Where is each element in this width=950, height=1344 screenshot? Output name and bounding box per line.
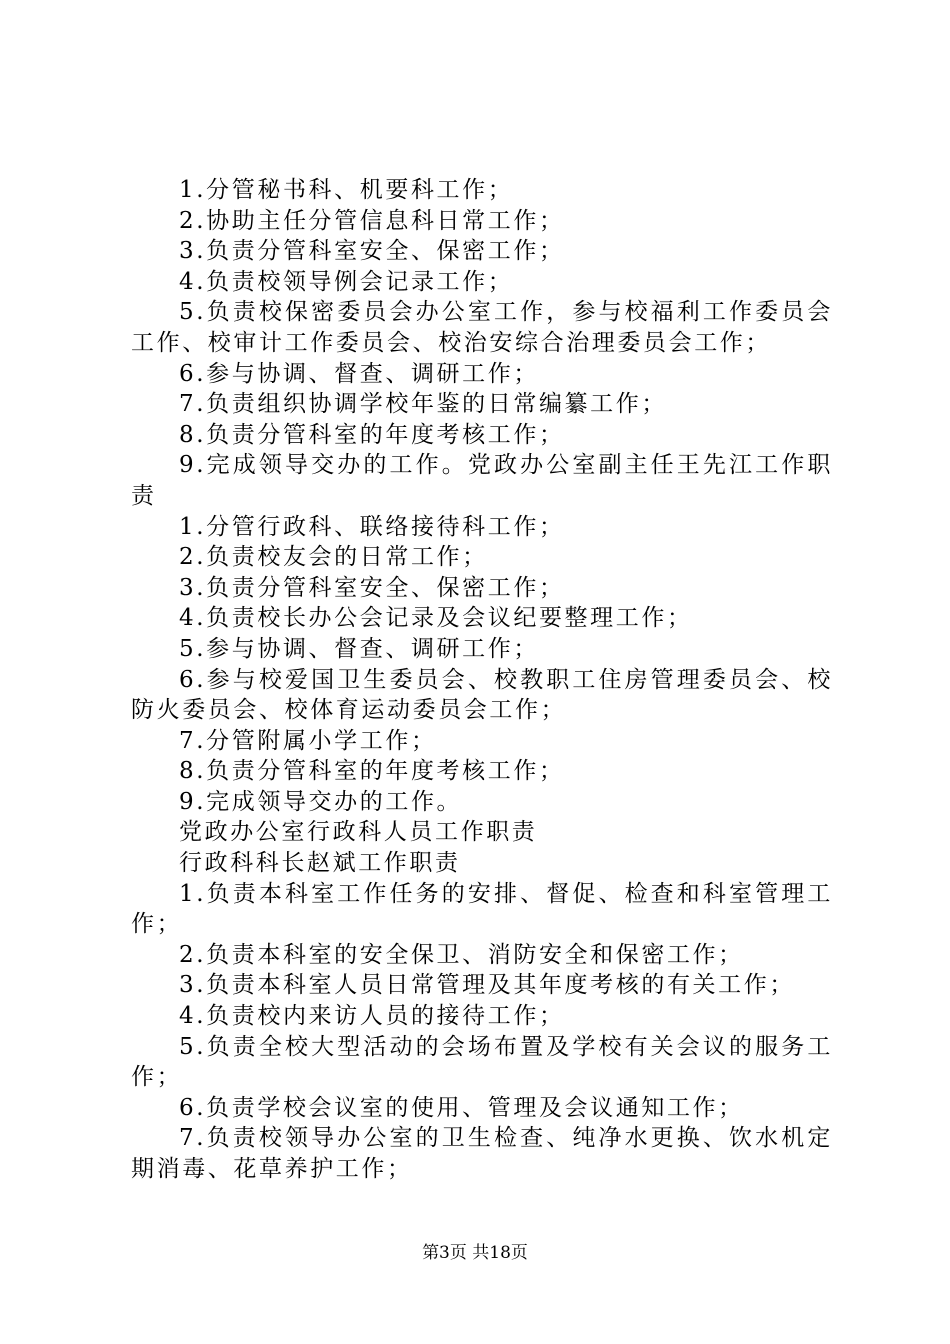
- paragraph: 8.负责分管科室的年度考核工作；: [179, 421, 565, 448]
- paragraph: 9.完成领导交办的工作。党政办公室副主任王先江工作职责: [131, 452, 833, 509]
- paragraph: 5.参与协调、督查、调研工作；: [179, 635, 539, 662]
- paragraph: 6.参与校爱国卫生委员会、校教职工住房管理委员会、校防火委员会、校体育运动委员会工作；: [131, 666, 833, 724]
- paragraph: 5.负责全校大型活动的会场布置及学校有关会议的服务工作；: [131, 1033, 833, 1091]
- paragraph: 8.负责分管科室的年度考核工作；: [179, 758, 565, 785]
- paragraph: 3.负责分管科室安全、保密工作；: [179, 574, 565, 601]
- paragraph: 4.负责校领导例会记录工作；: [179, 268, 514, 295]
- section-heading: 行政科科长赵斌工作职责: [179, 850, 461, 877]
- paragraph: 9.完成领导交办的工作。: [179, 788, 463, 815]
- paragraph: 7.分管附属小学工作；: [179, 727, 437, 754]
- paragraph: 1.分管行政科、联络接待科工作；: [179, 513, 565, 540]
- paragraph: 2.协助主任分管信息科日常工作；: [179, 207, 565, 234]
- section-heading: 党政办公室行政科人员工作职责: [179, 819, 538, 846]
- paragraph: 6.负责学校会议室的使用、管理及会议通知工作；: [179, 1094, 744, 1121]
- paragraph: 7.负责校领导办公室的卫生检查、纯净水更换、饮水机定期消毒、花草养护工作；: [131, 1125, 833, 1182]
- paragraph: 4.负责校长办公会记录及会议纪要整理工作；: [179, 605, 693, 632]
- document-body: [131, 175, 833, 1185]
- paragraph: 4.负责校内来访人员的接待工作；: [179, 1003, 565, 1030]
- paragraph: 2.负责本科室的安全保卫、消防安全和保密工作；: [179, 941, 744, 968]
- paragraph: 1.负责本科室工作任务的安排、督促、检查和科室管理工作；: [131, 880, 833, 938]
- paragraph: 7.负责组织协调学校年鉴的日常编纂工作；: [179, 391, 667, 418]
- paragraph: 2.负责校友会的日常工作；: [179, 544, 488, 571]
- paragraph: 6.参与协调、督查、调研工作；: [179, 360, 539, 387]
- page-number-footer: 第3页 共18页: [422, 1243, 528, 1263]
- paragraph: 3.负责分管科室安全、保密工作；: [179, 238, 565, 265]
- paragraph: 3.负责本科室人员日常管理及其年度考核的有关工作；: [179, 972, 795, 999]
- paragraph: 5.负责校保密委员会办公室工作，参与校福利工作委员会工作、校审计工作委员会、校治安综合治理委员会工作；: [131, 299, 833, 356]
- paragraph: 1.分管秘书科、机要科工作；: [179, 177, 514, 203]
